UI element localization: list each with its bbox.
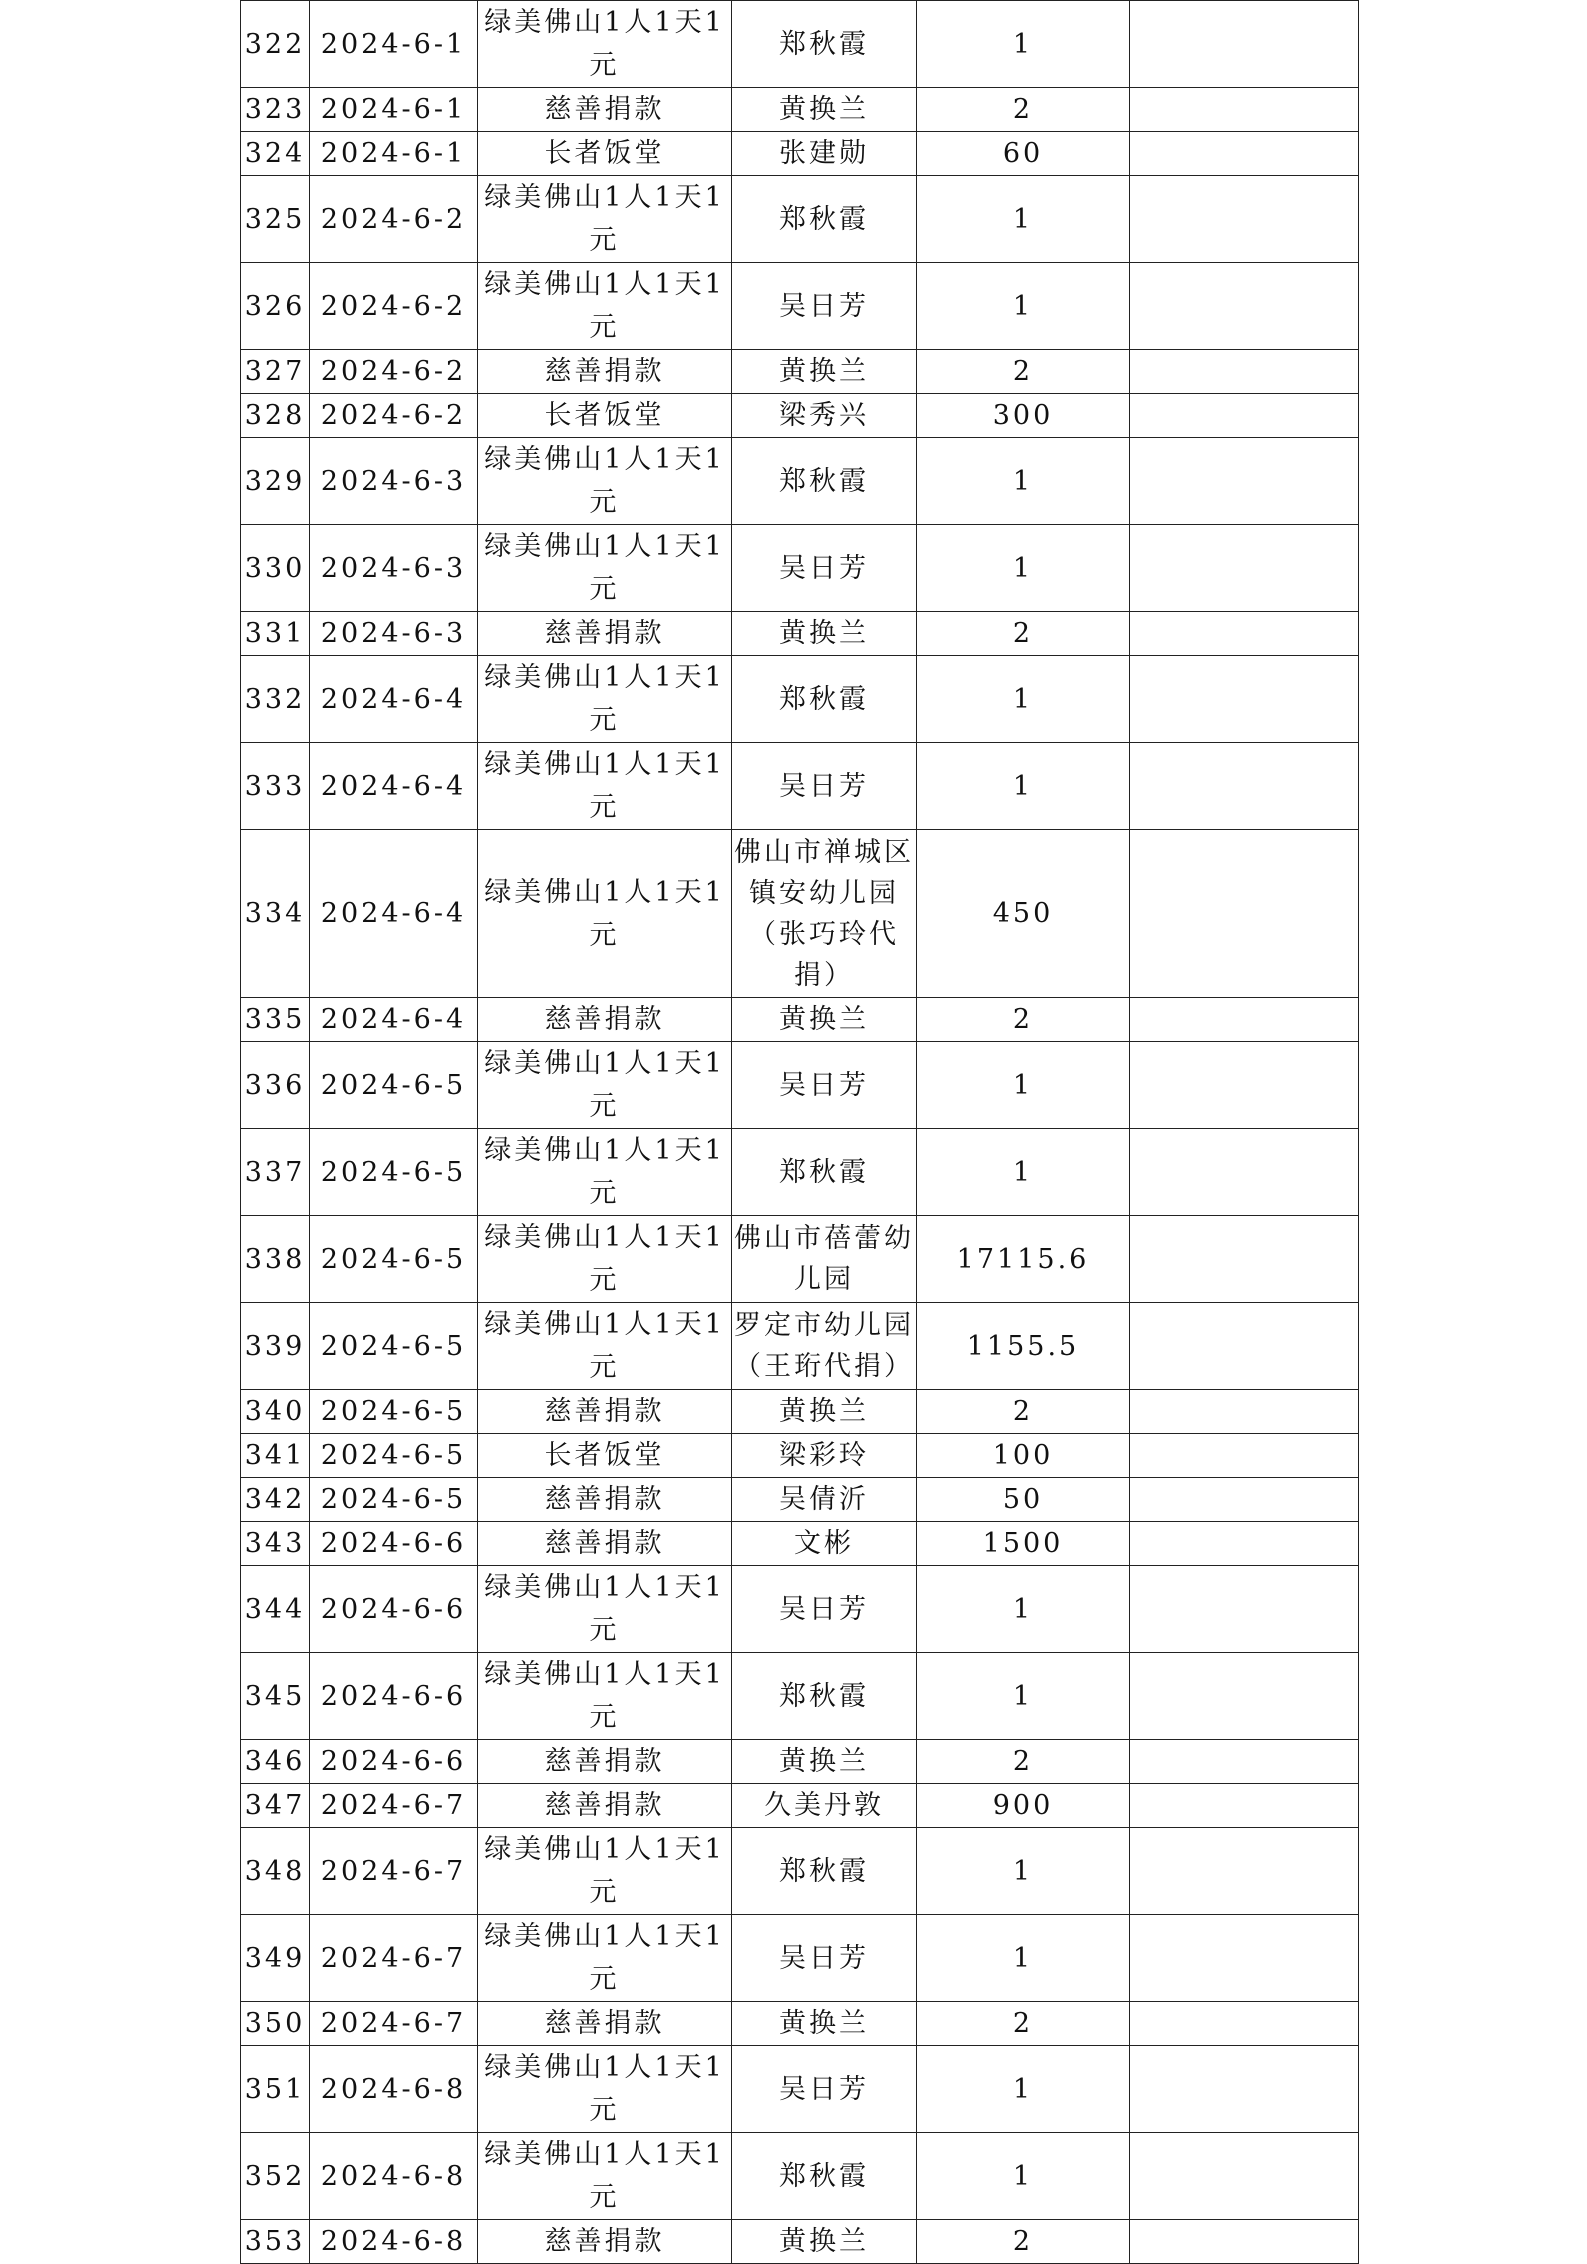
amount-cell: 1: [917, 1915, 1130, 2002]
donor-cell: 吴日芳: [732, 2046, 917, 2133]
donor-cell: 黄换兰: [732, 998, 917, 1042]
purpose-cell: 绿美佛山1人1天1元: [478, 1915, 732, 2002]
note-cell: [1130, 350, 1359, 394]
donor-cell: 罗定市幼儿园（王珩代捐）: [732, 1303, 917, 1390]
table-row: [241, 998, 1359, 1042]
amount-cell: 1155.5: [917, 1303, 1130, 1390]
purpose-cell: 绿美佛山1人1天1元: [478, 1303, 732, 1390]
row-number-cell: 351: [241, 2046, 310, 2133]
table-row: [241, 1915, 1359, 2002]
amount-cell: 1: [917, 656, 1130, 743]
date-cell: 2024-6-4: [310, 743, 478, 830]
amount-cell: 1: [917, 1828, 1130, 1915]
donor-cell: 梁彩玲: [732, 1434, 917, 1478]
donor-cell: 吴日芳: [732, 525, 917, 612]
note-cell: [1130, 2002, 1359, 2046]
note-cell: [1130, 2133, 1359, 2220]
note-cell: [1130, 1653, 1359, 1740]
table-row: [241, 525, 1359, 612]
date-cell: 2024-6-8: [310, 2220, 478, 2264]
note-cell: [1130, 263, 1359, 350]
amount-cell: 17115.6: [917, 1216, 1130, 1303]
donor-cell: 张建勋: [732, 132, 917, 176]
table-row: [241, 88, 1359, 132]
table-row: [241, 176, 1359, 263]
donor-cell: 吴日芳: [732, 743, 917, 830]
table-row: [241, 2133, 1359, 2220]
purpose-cell: 慈善捐款: [478, 1784, 732, 1828]
amount-cell: 2: [917, 998, 1130, 1042]
row-number-cell: 335: [241, 998, 310, 1042]
amount-cell: 1500: [917, 1522, 1130, 1566]
donor-cell: 黄换兰: [732, 2002, 917, 2046]
note-cell: [1130, 1566, 1359, 1653]
table-row: [241, 1303, 1359, 1390]
date-cell: 2024-6-1: [310, 132, 478, 176]
note-cell: [1130, 998, 1359, 1042]
date-cell: 2024-6-2: [310, 350, 478, 394]
table-row: [241, 1653, 1359, 1740]
donor-cell: 黄换兰: [732, 1390, 917, 1434]
row-number-cell: 346: [241, 1740, 310, 1784]
row-number-cell: 339: [241, 1303, 310, 1390]
table-row: [241, 743, 1359, 830]
note-cell: [1130, 88, 1359, 132]
amount-cell: 2: [917, 88, 1130, 132]
row-number-cell: 340: [241, 1390, 310, 1434]
amount-cell: 1: [917, 1129, 1130, 1216]
donor-cell: 郑秋霞: [732, 2133, 917, 2220]
row-number-cell: 349: [241, 1915, 310, 2002]
row-number-cell: 327: [241, 350, 310, 394]
purpose-cell: 绿美佛山1人1天1元: [478, 2046, 732, 2133]
date-cell: 2024-6-3: [310, 438, 478, 525]
amount-cell: 2: [917, 1740, 1130, 1784]
purpose-cell: 慈善捐款: [478, 998, 732, 1042]
date-cell: 2024-6-3: [310, 525, 478, 612]
row-number-cell: 337: [241, 1129, 310, 1216]
date-cell: 2024-6-6: [310, 1740, 478, 1784]
row-number-cell: 350: [241, 2002, 310, 2046]
purpose-cell: 绿美佛山1人1天1元: [478, 1653, 732, 1740]
purpose-cell: 慈善捐款: [478, 2002, 732, 2046]
row-number-cell: 325: [241, 176, 310, 263]
purpose-cell: 绿美佛山1人1天1元: [478, 743, 732, 830]
note-cell: [1130, 1390, 1359, 1434]
note-cell: [1130, 743, 1359, 830]
donation-table-page: [240, 0, 1358, 2264]
date-cell: 2024-6-1: [310, 88, 478, 132]
date-cell: 2024-6-2: [310, 263, 478, 350]
amount-cell: 1: [917, 263, 1130, 350]
date-cell: 2024-6-8: [310, 2046, 478, 2133]
donor-cell: 郑秋霞: [732, 1, 917, 88]
purpose-cell: 绿美佛山1人1天1元: [478, 656, 732, 743]
note-cell: [1130, 2046, 1359, 2133]
purpose-cell: 绿美佛山1人1天1元: [478, 2133, 732, 2220]
purpose-cell: 慈善捐款: [478, 350, 732, 394]
amount-cell: 2: [917, 612, 1130, 656]
row-number-cell: 328: [241, 394, 310, 438]
table-row: [241, 1566, 1359, 1653]
row-number-cell: 344: [241, 1566, 310, 1653]
date-cell: 2024-6-6: [310, 1522, 478, 1566]
note-cell: [1130, 1042, 1359, 1129]
date-cell: 2024-6-5: [310, 1042, 478, 1129]
amount-cell: 1: [917, 743, 1130, 830]
purpose-cell: 长者饭堂: [478, 132, 732, 176]
amount-cell: 1: [917, 1566, 1130, 1653]
purpose-cell: 慈善捐款: [478, 1478, 732, 1522]
purpose-cell: 绿美佛山1人1天1元: [478, 1, 732, 88]
row-number-cell: 324: [241, 132, 310, 176]
note-cell: [1130, 1434, 1359, 1478]
donor-cell: 郑秋霞: [732, 1828, 917, 1915]
purpose-cell: 绿美佛山1人1天1元: [478, 830, 732, 998]
donor-cell: 吴日芳: [732, 1915, 917, 2002]
row-number-cell: 323: [241, 88, 310, 132]
note-cell: [1130, 612, 1359, 656]
purpose-cell: 慈善捐款: [478, 1740, 732, 1784]
table-row: [241, 132, 1359, 176]
amount-cell: 1: [917, 176, 1130, 263]
row-number-cell: 329: [241, 438, 310, 525]
purpose-cell: 绿美佛山1人1天1元: [478, 1216, 732, 1303]
date-cell: 2024-6-7: [310, 1784, 478, 1828]
row-number-cell: 343: [241, 1522, 310, 1566]
note-cell: [1130, 438, 1359, 525]
note-cell: [1130, 2220, 1359, 2264]
date-cell: 2024-6-5: [310, 1216, 478, 1303]
donor-cell: 梁秀兴: [732, 394, 917, 438]
purpose-cell: 绿美佛山1人1天1元: [478, 263, 732, 350]
date-cell: 2024-6-7: [310, 1915, 478, 2002]
donor-cell: 文彬: [732, 1522, 917, 1566]
amount-cell: 50: [917, 1478, 1130, 1522]
table-row: [241, 438, 1359, 525]
donor-cell: 吴日芳: [732, 1566, 917, 1653]
table-row: [241, 1216, 1359, 1303]
note-cell: [1130, 1216, 1359, 1303]
purpose-cell: 慈善捐款: [478, 2220, 732, 2264]
amount-cell: 1: [917, 2046, 1130, 2133]
donor-cell: 郑秋霞: [732, 176, 917, 263]
amount-cell: 100: [917, 1434, 1130, 1478]
donor-cell: 郑秋霞: [732, 656, 917, 743]
table-row: [241, 1434, 1359, 1478]
row-number-cell: 331: [241, 612, 310, 656]
purpose-cell: 慈善捐款: [478, 1390, 732, 1434]
row-number-cell: 322: [241, 1, 310, 88]
row-number-cell: 352: [241, 2133, 310, 2220]
donation-table: [240, 0, 1359, 2264]
row-number-cell: 332: [241, 656, 310, 743]
date-cell: 2024-6-4: [310, 998, 478, 1042]
donor-cell: 佛山市禅城区镇安幼儿园（张巧玲代捐）: [732, 830, 917, 998]
amount-cell: 2: [917, 2002, 1130, 2046]
table-row: [241, 612, 1359, 656]
note-cell: [1130, 830, 1359, 998]
table-row: [241, 1740, 1359, 1784]
row-number-cell: 353: [241, 2220, 310, 2264]
date-cell: 2024-6-7: [310, 1828, 478, 1915]
date-cell: 2024-6-3: [310, 612, 478, 656]
date-cell: 2024-6-2: [310, 176, 478, 263]
date-cell: 2024-6-5: [310, 1478, 478, 1522]
row-number-cell: 348: [241, 1828, 310, 1915]
purpose-cell: 长者饭堂: [478, 1434, 732, 1478]
note-cell: [1130, 1129, 1359, 1216]
donor-cell: 佛山市蓓蕾幼儿园: [732, 1216, 917, 1303]
amount-cell: 2: [917, 1390, 1130, 1434]
date-cell: 2024-6-5: [310, 1434, 478, 1478]
amount-cell: 1: [917, 1, 1130, 88]
table-row: [241, 830, 1359, 998]
note-cell: [1130, 1522, 1359, 1566]
donor-cell: 黄换兰: [732, 350, 917, 394]
note-cell: [1130, 656, 1359, 743]
row-number-cell: 330: [241, 525, 310, 612]
note-cell: [1130, 1915, 1359, 2002]
amount-cell: 900: [917, 1784, 1130, 1828]
date-cell: 2024-6-7: [310, 2002, 478, 2046]
donor-cell: 久美丹敦: [732, 1784, 917, 1828]
amount-cell: 450: [917, 830, 1130, 998]
row-number-cell: 342: [241, 1478, 310, 1522]
note-cell: [1130, 176, 1359, 263]
row-number-cell: 334: [241, 830, 310, 998]
note-cell: [1130, 1303, 1359, 1390]
date-cell: 2024-6-5: [310, 1390, 478, 1434]
donor-cell: 郑秋霞: [732, 1653, 917, 1740]
row-number-cell: 338: [241, 1216, 310, 1303]
date-cell: 2024-6-5: [310, 1303, 478, 1390]
donor-cell: 吴倩沂: [732, 1478, 917, 1522]
note-cell: [1130, 394, 1359, 438]
table-row: [241, 263, 1359, 350]
donor-cell: 吴日芳: [732, 263, 917, 350]
row-number-cell: 345: [241, 1653, 310, 1740]
date-cell: 2024-6-4: [310, 656, 478, 743]
table-row: [241, 1, 1359, 88]
amount-cell: 2: [917, 350, 1130, 394]
amount-cell: 2: [917, 2220, 1130, 2264]
purpose-cell: 绿美佛山1人1天1元: [478, 438, 732, 525]
table-row: [241, 1390, 1359, 1434]
amount-cell: 1: [917, 1653, 1130, 1740]
table-row: [241, 394, 1359, 438]
amount-cell: 1: [917, 1042, 1130, 1129]
table-row: [241, 350, 1359, 394]
date-cell: 2024-6-8: [310, 2133, 478, 2220]
purpose-cell: 慈善捐款: [478, 1522, 732, 1566]
note-cell: [1130, 132, 1359, 176]
note-cell: [1130, 1740, 1359, 1784]
purpose-cell: 绿美佛山1人1天1元: [478, 1828, 732, 1915]
donor-cell: 吴日芳: [732, 1042, 917, 1129]
purpose-cell: 绿美佛山1人1天1元: [478, 176, 732, 263]
note-cell: [1130, 1, 1359, 88]
amount-cell: 60: [917, 132, 1130, 176]
purpose-cell: 绿美佛山1人1天1元: [478, 1042, 732, 1129]
note-cell: [1130, 1828, 1359, 1915]
donation-table-body: [241, 1, 1359, 2264]
table-row: [241, 2046, 1359, 2133]
date-cell: 2024-6-6: [310, 1566, 478, 1653]
date-cell: 2024-6-6: [310, 1653, 478, 1740]
note-cell: [1130, 525, 1359, 612]
purpose-cell: 绿美佛山1人1天1元: [478, 1129, 732, 1216]
table-row: [241, 1522, 1359, 1566]
table-row: [241, 1129, 1359, 1216]
table-row: [241, 1042, 1359, 1129]
row-number-cell: 336: [241, 1042, 310, 1129]
donor-cell: 黄换兰: [732, 1740, 917, 1784]
donor-cell: 黄换兰: [732, 88, 917, 132]
row-number-cell: 333: [241, 743, 310, 830]
row-number-cell: 347: [241, 1784, 310, 1828]
date-cell: 2024-6-1: [310, 1, 478, 88]
note-cell: [1130, 1784, 1359, 1828]
amount-cell: 300: [917, 394, 1130, 438]
donor-cell: 郑秋霞: [732, 1129, 917, 1216]
table-row: [241, 2002, 1359, 2046]
date-cell: 2024-6-2: [310, 394, 478, 438]
table-row: [241, 2220, 1359, 2264]
table-row: [241, 656, 1359, 743]
purpose-cell: 长者饭堂: [478, 394, 732, 438]
purpose-cell: 绿美佛山1人1天1元: [478, 525, 732, 612]
purpose-cell: 绿美佛山1人1天1元: [478, 1566, 732, 1653]
table-row: [241, 1784, 1359, 1828]
amount-cell: 1: [917, 525, 1130, 612]
date-cell: 2024-6-5: [310, 1129, 478, 1216]
amount-cell: 1: [917, 2133, 1130, 2220]
donor-cell: 黄换兰: [732, 2220, 917, 2264]
note-cell: [1130, 1478, 1359, 1522]
purpose-cell: 慈善捐款: [478, 88, 732, 132]
row-number-cell: 341: [241, 1434, 310, 1478]
table-row: [241, 1828, 1359, 1915]
row-number-cell: 326: [241, 263, 310, 350]
donor-cell: 郑秋霞: [732, 438, 917, 525]
date-cell: 2024-6-4: [310, 830, 478, 998]
table-row: [241, 1478, 1359, 1522]
purpose-cell: 慈善捐款: [478, 612, 732, 656]
donor-cell: 黄换兰: [732, 612, 917, 656]
amount-cell: 1: [917, 438, 1130, 525]
